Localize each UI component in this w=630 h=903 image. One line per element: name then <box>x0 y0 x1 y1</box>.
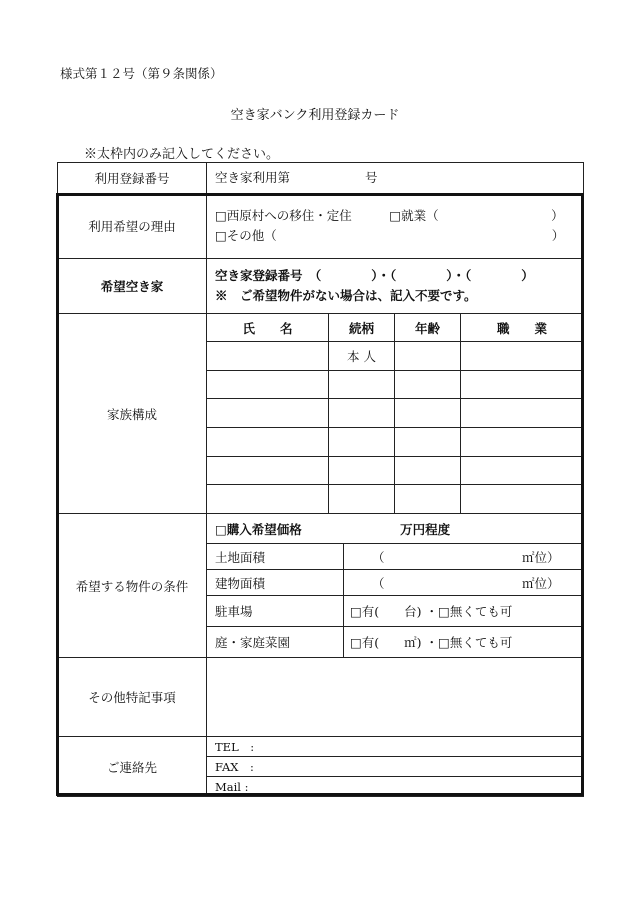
purchase-price-label: □購入希望価格 <box>215 521 302 537</box>
thick-frame-right <box>581 193 584 796</box>
registration-number-label: 利用登録番号 <box>58 163 207 194</box>
garden-label: 庭・家庭菜園 <box>207 627 344 658</box>
reason-field[interactable] <box>207 194 584 259</box>
family-name-cell[interactable] <box>207 399 329 428</box>
thick-frame-bottom <box>56 793 584 796</box>
purchase-price-unit: 万円程度 <box>400 521 451 537</box>
other-notes-label: その他特記事項 <box>58 658 207 737</box>
reason-line-2: □その他（ ） <box>215 228 565 243</box>
registration-number-field[interactable] <box>207 163 584 194</box>
family-relation-cell[interactable] <box>329 399 395 428</box>
family-relation-cell[interactable] <box>329 371 395 399</box>
desired-house-field[interactable] <box>207 259 584 314</box>
desired-house-label: 希望空き家 <box>58 259 207 314</box>
family-name-cell[interactable] <box>207 428 329 457</box>
building-area-label: 建物面積 <box>207 570 344 596</box>
garden-field[interactable] <box>344 627 584 658</box>
desired-house-line-1: 空き家登録番号 （ ）・（ ）・（ ） <box>215 268 534 283</box>
family-occupation-cell[interactable] <box>461 399 584 428</box>
parking-label: 駐車場 <box>207 596 344 627</box>
reason-label: 利用希望の理由 <box>58 194 207 259</box>
family-label: 家族構成 <box>58 314 207 514</box>
building-area-field[interactable] <box>344 570 584 596</box>
family-relation-cell[interactable] <box>329 428 395 457</box>
family-header-age: 年齢 <box>395 314 461 342</box>
registration-number-text: 空き家利用第 号 <box>215 170 378 185</box>
parking-field[interactable] <box>344 596 584 627</box>
family-name-cell[interactable] <box>207 485 329 514</box>
family-age-cell[interactable] <box>395 428 461 457</box>
family-age-cell[interactable] <box>395 342 461 371</box>
family-age-cell[interactable] <box>395 457 461 485</box>
desired-house-line-2: ※ ご希望物件がない場合は、記入不要です。 <box>215 288 477 303</box>
tel-label: TEL : <box>215 739 255 754</box>
fax-label: FAX : <box>215 759 254 774</box>
family-age-cell[interactable] <box>395 371 461 399</box>
instruction-note: ※太枠内のみ記入してください。 <box>84 147 280 162</box>
family-name-cell[interactable] <box>207 371 329 399</box>
reason-line-1: □西原村への移住・定住 □就業（ ） <box>215 208 564 223</box>
conditions-label: 希望する物件の条件 <box>58 514 207 658</box>
building-area-value: （ ㎡位） <box>372 575 560 591</box>
family-occupation-cell[interactable] <box>461 457 584 485</box>
page-title: 空き家バンク利用登録カード <box>230 108 400 123</box>
land-area-field[interactable] <box>344 544 584 570</box>
family-age-cell[interactable] <box>395 399 461 428</box>
land-area-label: 土地面積 <box>207 544 344 570</box>
family-header-occupation: 職 業 <box>461 314 584 342</box>
registration-card-table <box>57 162 584 797</box>
contact-label: ご連絡先 <box>58 737 207 797</box>
fax-field[interactable] <box>207 757 584 777</box>
purchase-price-field[interactable] <box>207 514 584 544</box>
tel-field[interactable] <box>207 737 584 757</box>
family-age-cell[interactable] <box>395 485 461 514</box>
family-relation-cell[interactable]: 本 人 <box>329 342 395 371</box>
family-name-cell[interactable] <box>207 342 329 371</box>
family-occupation-cell[interactable] <box>461 342 584 371</box>
thick-frame-left <box>56 193 59 796</box>
mail-label: Mail : <box>215 779 249 794</box>
family-name-cell[interactable] <box>207 457 329 485</box>
garden-value: □有( ㎡) ・□無くても可 <box>350 635 513 650</box>
family-header-name: 氏 名 <box>207 314 329 342</box>
family-occupation-cell[interactable] <box>461 371 584 399</box>
family-occupation-cell[interactable] <box>461 485 584 514</box>
form-number: 様式第１２号（第９条関係） <box>60 66 223 81</box>
family-header-relation: 続柄 <box>329 314 395 342</box>
family-relation-cell[interactable] <box>329 457 395 485</box>
land-area-value: （ ㎡位） <box>372 549 560 565</box>
family-relation-cell[interactable] <box>329 485 395 514</box>
family-occupation-cell[interactable] <box>461 428 584 457</box>
thick-frame-top <box>56 193 584 196</box>
other-notes-field[interactable] <box>207 658 584 737</box>
parking-value: □有( 台) ・□無くても可 <box>350 604 513 619</box>
